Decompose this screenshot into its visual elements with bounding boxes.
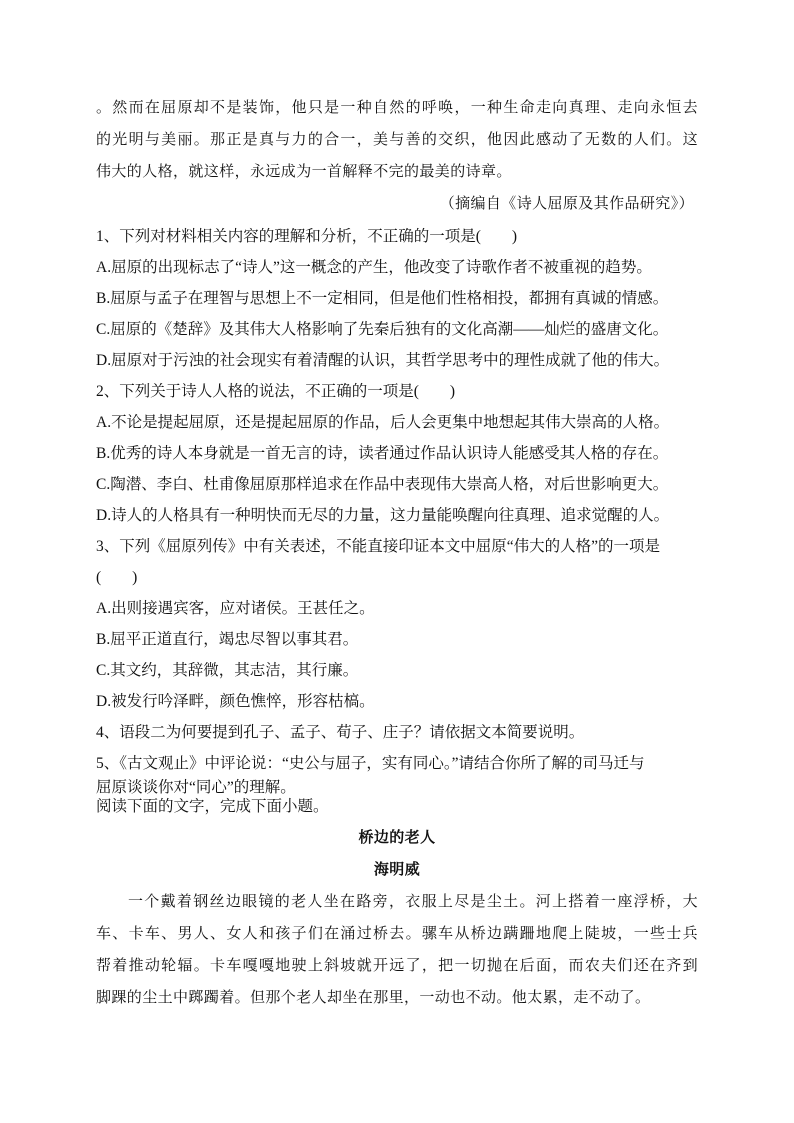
passage2-line-1: 一个戴着钢丝边眼镜的老人坐在路旁，衣服上尽是尘土。河上搭着一座浮桥，大 bbox=[128, 892, 698, 910]
question-2-option-a: A.不论是提起屈原，还是提起屈原的作品，后人会更集中地想起其伟大崇高的人格。 bbox=[96, 414, 670, 431]
question-3-option-d: D.被发行吟泽畔，颜色憔悴，形容枯槁。 bbox=[96, 693, 375, 710]
question-5-stem-continued: 屈原谈谈你对“同心”的理解。 bbox=[96, 779, 296, 796]
question-1-option-d: D.屈原对于污浊的社会现实有着清醒的认识，其哲学思考中的理性成就了他的伟大。 bbox=[96, 352, 670, 369]
passage1-source: （摘编自《诗人屈原及其作品研究》） bbox=[439, 194, 694, 212]
passage2-line-3: 帮着推动轮辐。卡车嘎嘎地驶上斜坡就开远了，把一切抛在后面，而农夫们还在齐到 bbox=[96, 956, 698, 974]
passage2-title: 桥边的老人 bbox=[358, 828, 436, 846]
question-2-option-b: B.优秀的诗人本身就是一首无言的诗，读者通过作品认识诗人能感受其人格的存在。 bbox=[96, 445, 669, 462]
question-3-stem-continued: ( ) bbox=[96, 569, 138, 586]
question-3-stem: 3、下列《屈原列传》中有关表述，不能直接印证本文中屈原“伟大的人格”的一项是 bbox=[96, 538, 661, 555]
question-1-option-b: B.屈原与孟子在理智与思想上不一定相同，但是他们性格相投，都拥有真诚的情感。 bbox=[96, 290, 669, 307]
question-2-stem: 2、下列关于诗人人格的说法，不正确的一项是( ) bbox=[96, 383, 456, 400]
passage1-line-1: 。然而在屈原却不是装饰，他只是一种自然的呼唤，一种生命走向真理、走向永恒去 bbox=[96, 98, 698, 116]
question-3-option-c: C.其文约，其辞微，其志洁，其行廉。 bbox=[96, 662, 359, 679]
question-2-option-d: D.诗人的人格具有一种明快而无尽的力量，这力量能唤醒向往真理、追求觉醒的人。 bbox=[96, 507, 670, 524]
question-5-stem: 5、《古文观止》中评论说：“史公与屈子，实有同心。”请结合你所了解的司马迁与 bbox=[96, 755, 645, 772]
passage2-line-4: 脚踝的尘土中踯躅着。但那个老人却坐在那里，一动也不动。他太累，走不动了。 bbox=[96, 988, 651, 1006]
question-3-option-b: B.屈平正道直行，竭忠尽智以事其君。 bbox=[96, 631, 359, 648]
question-3-option-a: A.出则接遇宾客，应对诸侯。王甚任之。 bbox=[96, 600, 375, 617]
passage2-author: 海明威 bbox=[373, 860, 421, 878]
question-2-option-c: C.陶潜、李白、杜甫像屈原那样追求在作品中表现伟大崇高人格，对后世影响更大。 bbox=[96, 476, 669, 493]
reading-instruction: 阅读下面的文字，完成下面小题。 bbox=[96, 798, 329, 815]
question-4-stem: 4、语段二为何要提到孔子、孟子、荀子、庄子？请依据文本简要说明。 bbox=[96, 724, 585, 741]
passage1-line-2: 的光明与美丽。那正是真与力的合一，美与善的交织，他因此感动了无数的人们。这 bbox=[96, 130, 698, 148]
question-1-option-a: A.屈原的出现标志了“诗人”这一概念的产生，他改变了诗歌作者不被重视的趋势。 bbox=[96, 259, 652, 276]
question-1-option-c: C.屈原的《楚辞》及其伟大人格影响了先秦后独有的文化高潮——灿烂的盛唐文化。 bbox=[96, 321, 669, 338]
passage1-line-3: 伟大的人格，就这样，永远成为一首解释不完的最美的诗章。 bbox=[96, 162, 512, 180]
question-1-stem: 1、下列对材料相关内容的理解和分析，不正确的一项是( ) bbox=[96, 228, 518, 245]
passage2-line-2: 车、卡车、男人、女人和孩子们在涌过桥去。骡车从桥边蹒跚地爬上陡坡，一些士兵 bbox=[96, 924, 698, 942]
